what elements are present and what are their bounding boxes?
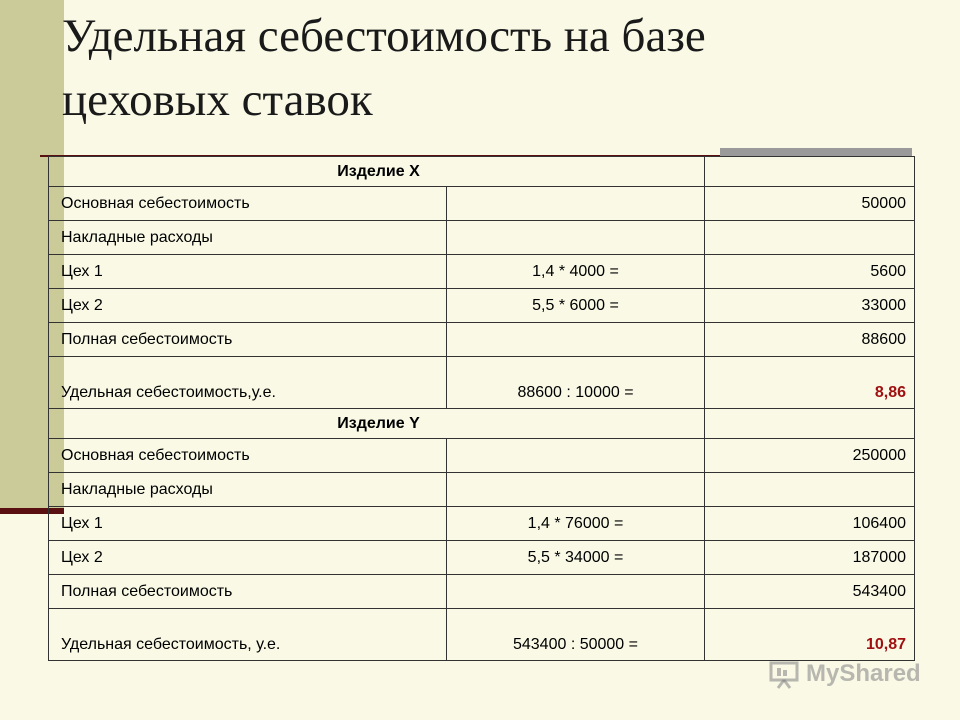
row-label: Удельная себестоимость,у.е. (49, 357, 447, 409)
row-calc (447, 473, 705, 507)
watermark-text: MyShared (806, 660, 921, 687)
table-row (49, 609, 915, 661)
row-value: 187000 (705, 541, 915, 575)
row-calc: 5,5 * 34000 = (447, 541, 705, 575)
table-row (49, 221, 915, 255)
section-header: Изделие Х (49, 157, 705, 187)
row-calc (447, 439, 705, 473)
row-label: Цех 1 (49, 507, 447, 541)
row-value: 250000 (705, 439, 915, 473)
row-value: 88600 (705, 323, 915, 357)
row-label: Основная себестоимость (49, 439, 447, 473)
row-calc (447, 575, 705, 609)
row-label: Накладные расходы (49, 473, 447, 507)
row-label: Цех 2 (49, 541, 447, 575)
row-label: Накладные расходы (49, 221, 447, 255)
row-label: Цех 2 (49, 289, 447, 323)
row-calc: 543400 : 50000 = (447, 609, 705, 661)
row-calc (447, 323, 705, 357)
table-row (49, 473, 915, 507)
unit-cost-value: 8,86 (705, 357, 915, 409)
cost-table (48, 156, 915, 661)
row-calc: 88600 : 10000 = (447, 357, 705, 409)
empty-cell (705, 409, 915, 439)
table-row (49, 575, 915, 609)
row-label: Полная себестоимость (49, 323, 447, 357)
title-line-2: цеховых ставок (62, 74, 373, 126)
section-header: Изделие Y (49, 409, 705, 439)
table-row (49, 187, 915, 221)
title-line-1: Удельная себестоимость на базе (62, 10, 706, 62)
empty-cell (705, 157, 915, 187)
table-row (49, 439, 915, 473)
row-label: Основная себестоимость (49, 187, 447, 221)
row-calc: 5,5 * 6000 = (447, 289, 705, 323)
row-value: 106400 (705, 507, 915, 541)
row-value: 543400 (705, 575, 915, 609)
table-row (49, 255, 915, 289)
table-row (49, 357, 915, 409)
table-row (49, 541, 915, 575)
row-calc (447, 187, 705, 221)
unit-cost-value: 10,87 (705, 609, 915, 661)
row-calc (447, 221, 705, 255)
row-value (705, 221, 915, 255)
table-row (49, 323, 915, 357)
table-row (49, 507, 915, 541)
slide-title (62, 4, 922, 132)
section-header-row (49, 157, 915, 187)
row-label: Цех 1 (49, 255, 447, 289)
row-value (705, 473, 915, 507)
section-header-row (49, 409, 915, 439)
row-value: 33000 (705, 289, 915, 323)
row-label: Полная себестоимость (49, 575, 447, 609)
presentation-icon (768, 659, 802, 689)
watermark (768, 654, 938, 694)
row-calc: 1,4 * 76000 = (447, 507, 705, 541)
row-value: 50000 (705, 187, 915, 221)
row-value: 5600 (705, 255, 915, 289)
row-calc: 1,4 * 4000 = (447, 255, 705, 289)
row-label: Удельная себестоимость, у.е. (49, 609, 447, 661)
table-row (49, 289, 915, 323)
